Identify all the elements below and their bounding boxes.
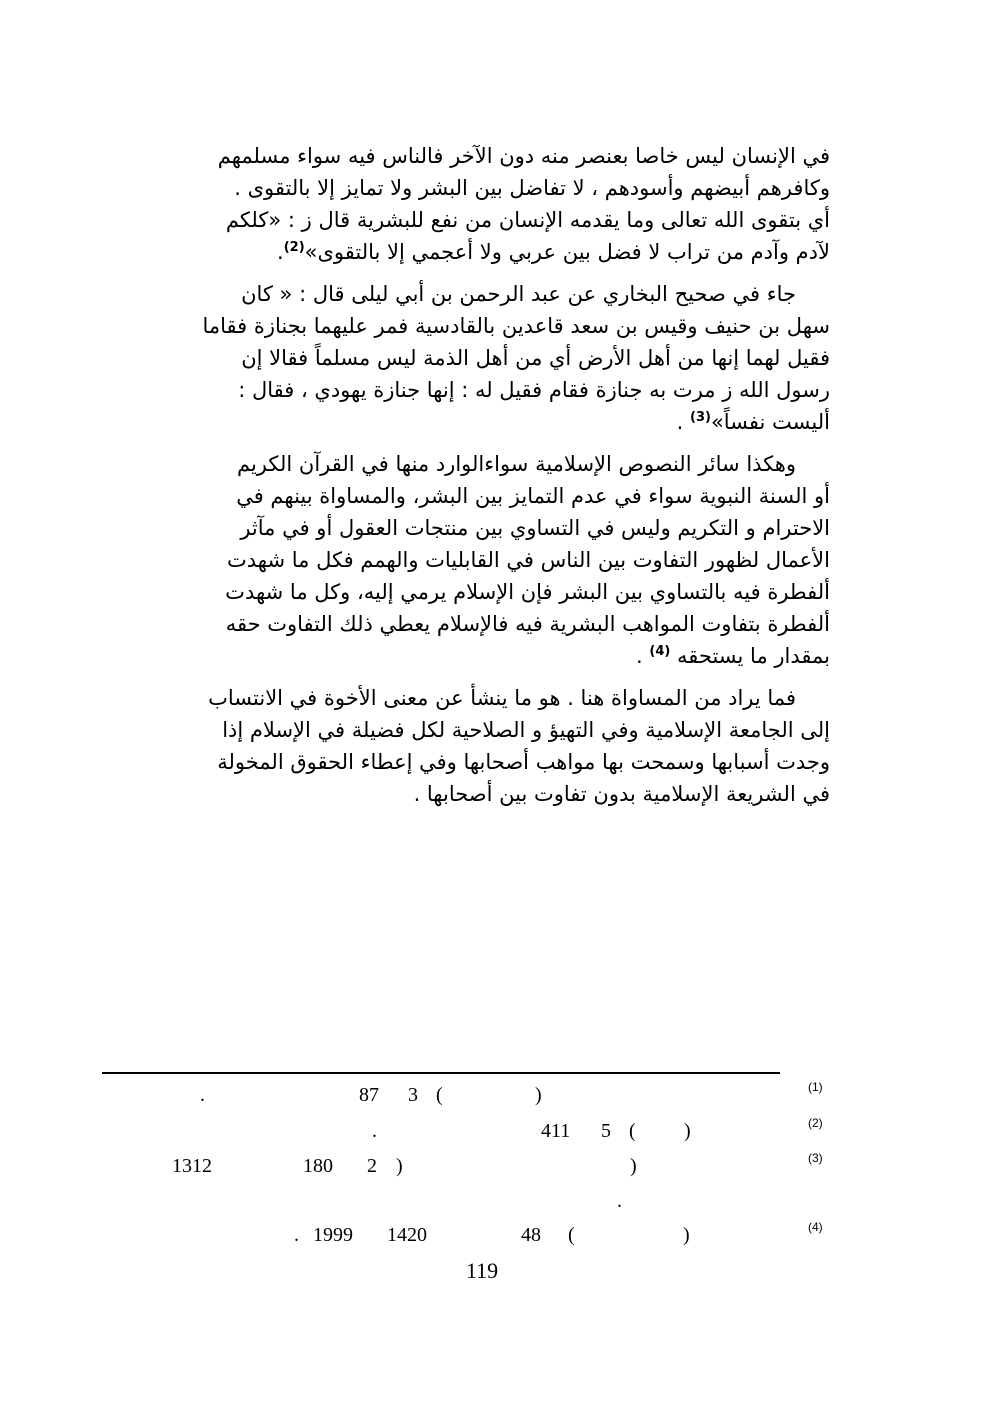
footnote-fragment: 1420 <box>387 1224 427 1246</box>
footnote-fragment: . <box>617 1190 622 1212</box>
footnote-number: (3) <box>808 1151 823 1165</box>
footnote-ref: (2) <box>283 240 305 255</box>
text-line: في الإنسان ليس خاصا بعنصر منه دون الآخر فالناس فيه سواء مسلمهم <box>217 144 830 168</box>
footnote-separator <box>102 1072 780 1074</box>
footnote-fragment: ) <box>630 1155 637 1177</box>
line-text: أليست نفساً» <box>710 410 830 434</box>
page-number: 119 <box>466 1258 499 1283</box>
text-line: فقيل لهما إنها من أهل الأرض أي من أهل الذمة ليس مسلماً فقالا إن <box>241 346 830 370</box>
footnote-fragment: ) <box>684 1120 691 1142</box>
footnote-fragment: . <box>372 1120 377 1142</box>
text-line: فما يراد من المساواة هنا . هو ما ينشأ عن معنى الأخوة في الانتساب <box>208 686 796 710</box>
footnote-fragment: 180 <box>303 1155 333 1177</box>
text-line <box>150 640 830 672</box>
footnote-fragment: 2 <box>367 1155 377 1177</box>
footnote-number: (2) <box>808 1116 823 1130</box>
text-line: جاء في صحيح البخاري عن عبد الرحمن بن أبي ليلى قال : « كان <box>241 282 796 306</box>
text-line <box>150 406 830 438</box>
text-line: وكافرهم أبيضهم وأسودهم ، لا تفاضل بين البشر ولا تمايز إلا بالتقوى . <box>234 176 830 200</box>
line-end: . <box>636 644 643 668</box>
footnote-fragment: ) <box>535 1084 542 1106</box>
footnote-fragment: ( <box>629 1120 636 1142</box>
footnote-fragment: ) <box>683 1224 690 1246</box>
body-text <box>150 140 830 820</box>
text-line: ألفطرة فيه بالتساوي بين البشر فإن الإسلام يرمي إليه، وكل ما شهدت <box>225 580 830 604</box>
text-line: سهل بن حنيف وقيس بن سعد قاعدين بالقادسية فمر عليهما بجنازة فقاما <box>202 314 830 338</box>
paragraph-1 <box>150 140 830 268</box>
paragraph-3 <box>150 448 830 672</box>
line-end: . <box>277 240 284 264</box>
text-line: ألفطرة بتفاوت المواهب البشرية فيه فالإسلام يعطي ذلك التفاوت حقه <box>225 612 830 636</box>
footnote-fragment: 87 <box>359 1084 379 1106</box>
text-line <box>150 236 830 268</box>
footnote-ref: (3) <box>689 410 711 425</box>
footnote-fragment: ( <box>436 1084 443 1106</box>
text-line: وهكذا سائر النصوص الإسلامية سواءالوارد منها في القرآن الكريم <box>236 452 796 476</box>
paragraph-2 <box>150 278 830 438</box>
line-text: بمقدار ما يستحقه <box>677 644 830 668</box>
footnote-fragment: 1999 <box>313 1224 353 1246</box>
line-end: . <box>676 410 684 434</box>
text-line: أي بتقوى الله تعالى وما يقدمه الإنسان من نفع للبشرية قال ز : «كلكم <box>225 208 830 232</box>
footnote-fragment: ( <box>568 1224 575 1246</box>
text-line: رسول الله ز مرت به جنازة فقام فقيل له : إنها جنازة يهودي ، فقال : <box>238 378 830 402</box>
footnote-fragment: . <box>200 1084 205 1106</box>
footnote-fragment: 48 <box>521 1224 541 1246</box>
footnote-fragment: . <box>294 1224 299 1246</box>
footnote-fragment: 411 <box>541 1120 571 1142</box>
text-line: وجدت أسبابها وسمحت بها مواهب أصحابها وفي إعطاء الحقوق المخولة <box>217 750 830 774</box>
text-line: في الشريعة الإسلامية بدون تفاوت بين أصحابها . <box>413 782 830 806</box>
footnote-number: (4) <box>808 1220 823 1234</box>
paragraph-4 <box>150 682 830 810</box>
text-line: الاحترام و التكريم وليس في التساوي بين منتجات العقول أو في مآثر <box>240 516 830 540</box>
text-line: أو السنة النبوية سواء في عدم التمايز بين البشر، والمساواة بينهم في <box>236 484 830 508</box>
footnote-fragment: 3 <box>408 1084 418 1106</box>
text-line: إلى الجامعة الإسلامية وفي التهيؤ و الصلاحية لكل فضيلة في الإسلام إذا <box>222 718 830 742</box>
footnote-fragment: 1312 <box>172 1155 212 1177</box>
text-line: الأعمال لظهور التفاوت بين الناس في القابليات والهمم فكل ما شهدت <box>227 548 830 572</box>
footnote-fragment: 5 <box>601 1120 611 1142</box>
footnote-ref: (4) <box>649 644 671 659</box>
footnote-fragment: ) <box>396 1155 403 1177</box>
footnote-number: (1) <box>808 1080 823 1094</box>
line-text: لآدم وآدم من تراب لا فضل بين عربي ولا أعجمي إلا بالتقوى» <box>304 240 830 264</box>
